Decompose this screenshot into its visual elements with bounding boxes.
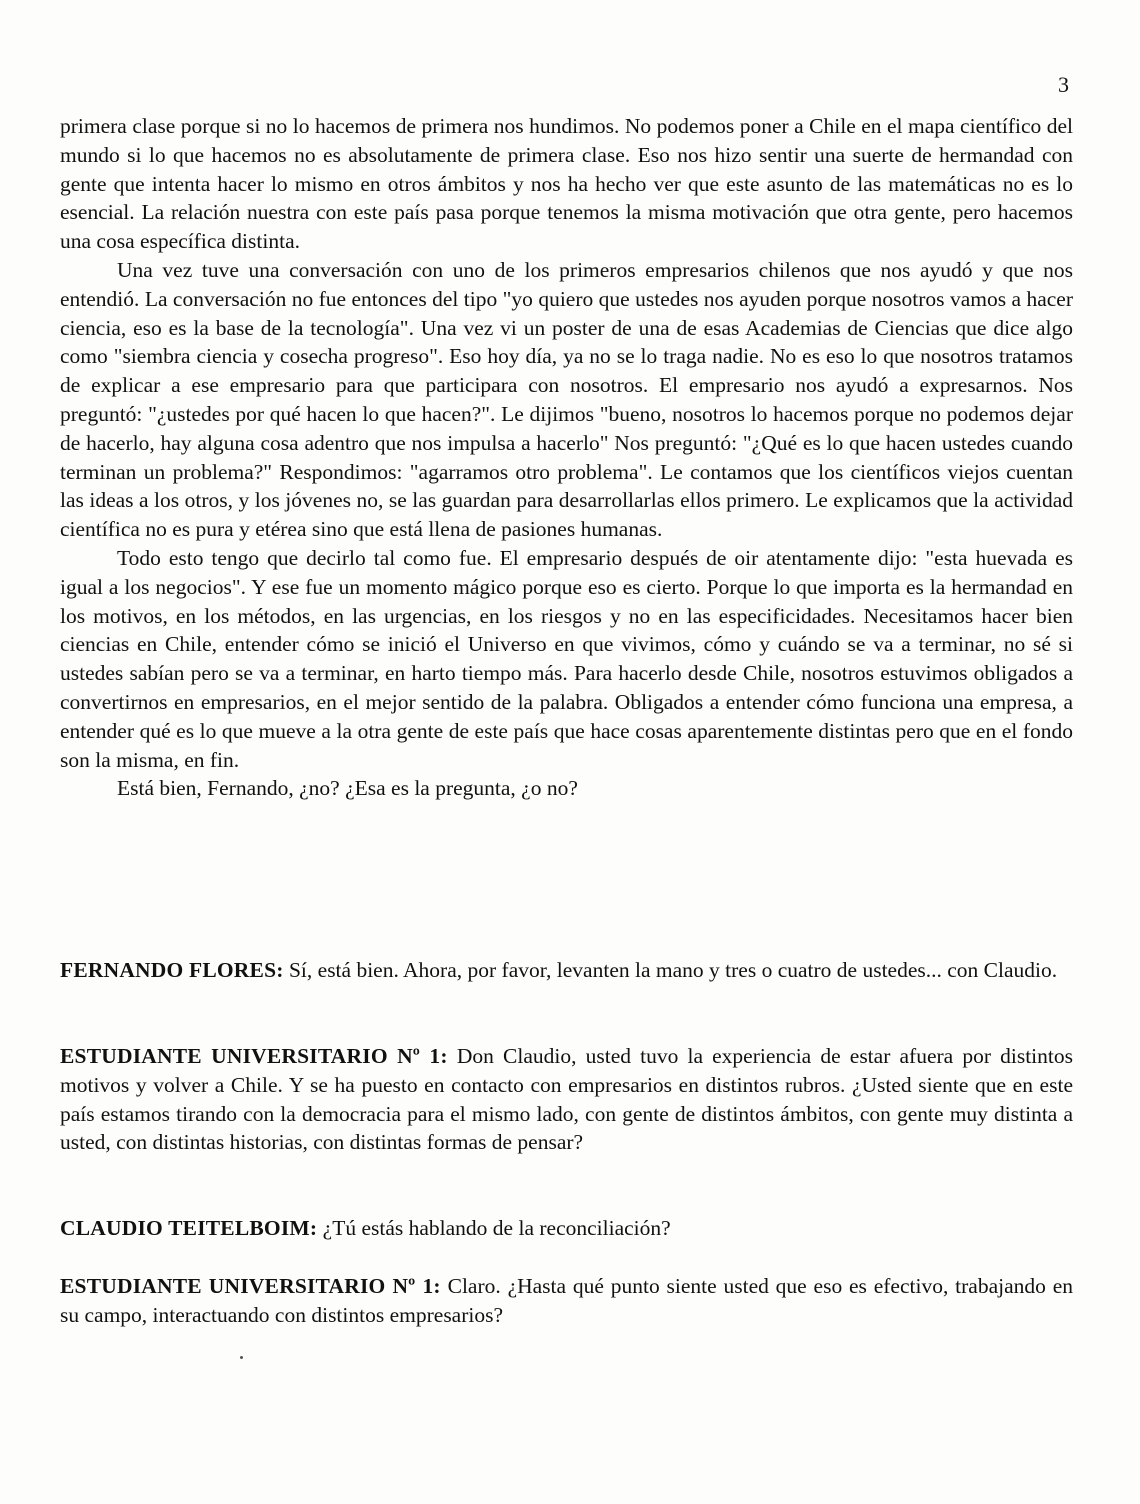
speaker-name: ESTUDIANTE UNIVERSITARIO Nº 1: xyxy=(60,1044,448,1068)
dialogue-text: Sí, está bien. Ahora, por favor, levanten la mano y tres o cuatro de ustedes... con Claudio. xyxy=(283,958,1058,982)
narrative-text xyxy=(60,112,1073,803)
paragraph: Está bien, Fernando, ¿no? ¿Esa es la pregunta, ¿o no? xyxy=(117,776,578,801)
dialogue-text: Don Claudio, usted tuvo la experiencia de estar afuera por distintos motivos y volver a Chile. Y se ha puesto en contacto con empresarios en distintos rubros. ¿Usted siente que en este país estamos tirando con la democracia para el mismo lado, con gente de distintos ámbitos, con gente muy distinta a usted, con distintas historias, con distintas formas de pensar? xyxy=(60,1044,1073,1155)
paragraph: Todo esto tengo que decirlo tal como fue. El empresario después de oir atentamente dijo: "esta huevada es igual a los negocios". Y ese fue un momento mágico porque eso es cierto. Porque lo que importa es la hermandad en los motivos, en los métodos, en las urgencias, en los riesgos y no en las especificidades. Necesitamos hacer bien ciencias en Chile, entender cómo se inició el Universo en que vivimos, cómo y cuándo se va a terminar, no sé si ustedes sabían pero se va a terminar, en harto tiempo más. Para hacerlo desde Chile, nosotros estuvimos obligados a convertirnos en empresarios, en el mejor sentido de la palabra. Obligados a entender cómo funciona una empresa, a entender qué es lo que mueve a la otra gente de este país que hace cosas aparentemente distintas pero que en el fondo son la misma, en fin. xyxy=(60,545,1073,772)
speaker-name: FERNANDO FLORES: xyxy=(60,958,284,982)
dialogue-text: Claro. ¿Hasta qué punto siente usted que eso es efectivo, trabajando en su campo, interactuando con distintos empresarios? xyxy=(60,1274,1073,1327)
paragraph: Una vez tuve una conversación con uno de los primeros empresarios chilenos que nos ayudó y que nos entendió. La conversación no fue entonces del tipo "yo quiero que ustedes nos ayuden porque nosotros vamos a hacer ciencia, eso es la base de la tecnología". Una vez vi un poster de una de esas Academias de Ciencias que dice algo como "siembra ciencia y cosecha progreso". Eso hoy día, ya no se lo traga nadie. No es eso lo que nosotros tratamos de explicar a ese empresario para que participara con nosotros. El empresario nos ayudó a expresarnos. Nos preguntó: "¿ustedes por qué hacen lo que hacen?". Le dijimos "bueno, nosotros lo hacemos porque no podemos dejar de hacerlo, hay alguna cosa adentro que nos impulsa a hacerlo" Nos preguntó: "¿Qué es lo que hacen ustedes cuando terminan un problema?" Respondimos: "agarramos otro problema". Le contamos que los científicos viejos cuentan las ideas a los otros, y los jóvenes no, se las guardan para desarrollarlas ellos primero. Le explicamos que la actividad científica no es pura y etérea sino que está llena de pasiones humanas. xyxy=(60,257,1073,542)
speaker-name: ESTUDIANTE UNIVERSITARIO Nº 1: xyxy=(60,1274,441,1298)
speaker-name: CLAUDIO TEITELBOIM: xyxy=(60,1216,318,1240)
dialogue-text: ¿Tú estás hablando de la reconciliación? xyxy=(317,1216,671,1240)
dialogue-entry xyxy=(60,956,1073,985)
dialogue-entry xyxy=(60,1272,1073,1330)
page-number: 3 xyxy=(1058,72,1069,97)
dialogue-entry xyxy=(60,1042,1073,1157)
dialogue-entry xyxy=(60,1214,1073,1243)
scan-speck xyxy=(240,1356,243,1359)
paragraph: primera clase porque si no lo hacemos de primera nos hundimos. No podemos poner a Chile en el mapa científico del mundo si lo que hacemos no es absolutamente de primera clase. Eso nos hizo sentir una suerte de hermandad con gente que intenta hacer lo mismo en otros ámbitos y nos ha hecho ver que este asunto de las matemáticas no es lo esencial. La relación nuestra con este país pasa porque tenemos la misma motivación que otra gente, pero hacemos una cosa específica distinta. xyxy=(60,114,1073,254)
